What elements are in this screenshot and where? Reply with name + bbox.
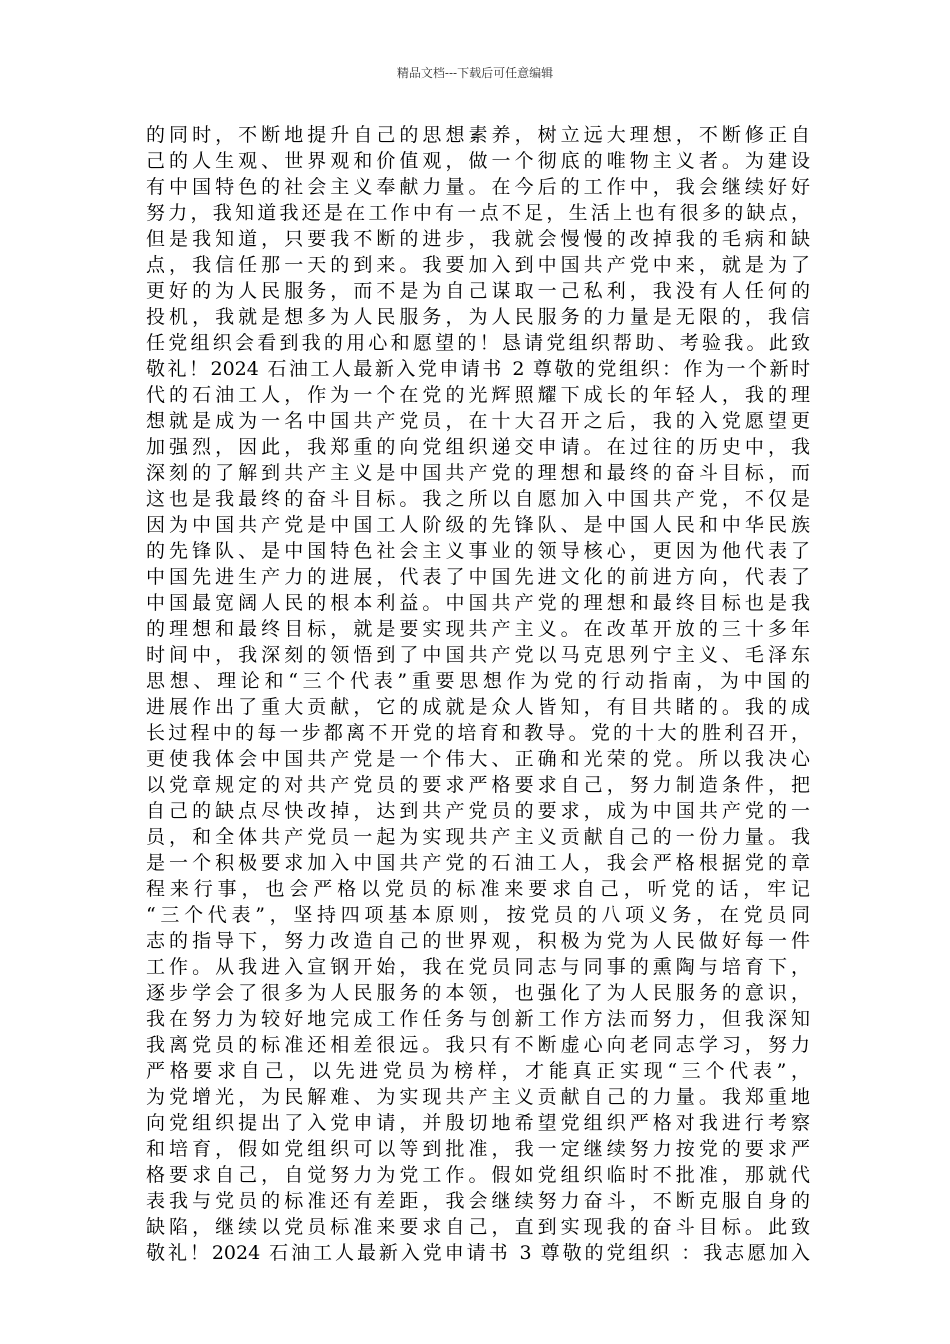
- page-header: 精品文档---下载后可任意编辑: [396, 66, 554, 80]
- text-line: 己的人生观、世界观和价值观，做一个彻底的唯物主义者。为建设: [146, 150, 810, 172]
- text-line: 工作。从我进入宣钢开始，我在党员同志与同事的熏陶与培育下，: [146, 956, 810, 978]
- text-line: 进展作出了重大贡献，它的成就是众人皆知，有目共睹的。我的成: [146, 696, 810, 718]
- text-line: 的先锋队、是中国特色社会主义事业的领导核心，更因为他代表了: [146, 540, 810, 562]
- text-line: 为党增光，为民解难、为实现共产主义贡献自己的力量。我郑重地: [146, 1086, 810, 1108]
- text-line: 的同时，不断地提升自己的思想素养，树立远大理想，不断修正自: [146, 124, 810, 146]
- text-line: 中国先进生产力的进展，代表了中国先进文化的前进方向，代表了: [146, 566, 810, 588]
- text-line: 中国最宽阔人民的根本利益。中国共产党的理想和最终目标也是我: [146, 592, 810, 614]
- text-line: 更使我体会中国共产党是一个伟大、正确和光荣的党。所以我决心: [146, 748, 810, 770]
- text-line: 加强烈，因此，我郑重的向党组织递交申请。在过往的历史中，我: [146, 436, 810, 458]
- text-line: 以党章规定的对共产党员的要求严格要求自己，努力制造条件，把: [146, 774, 810, 796]
- text-line: 自己的缺点尽快改掉，达到共产党员的要求，成为中国共产党的一: [146, 800, 810, 822]
- text-line: 严格要求自己，以先进党员为榜样，才能真正实现“三个代表”，: [146, 1060, 810, 1082]
- text-line: 思想、理论和“三个代表”重要思想作为党的行动指南，为中国的: [146, 670, 810, 692]
- text-line: 更好的为人民服务，而不是为自己谋取一己私利，我没有人任何的: [146, 280, 810, 302]
- text-line: 向党组织提出了入党申请，并殷切地希望党组织严格对我进行考察: [146, 1112, 810, 1134]
- text-line: “三个代表”，坚持四项基本原则，按党员的八项义务，在党员同: [146, 904, 810, 926]
- text-line: 程来行事，也会严格以党员的标准来要求自己，听党的话，牢记: [146, 878, 810, 900]
- text-line: 深刻的了解到共产主义是中国共产党的理想和最终的奋斗目标，而: [146, 462, 810, 484]
- text-line: 敬礼！2024 石油工人最新入党申请书 3 尊敬的党组织 ：我志愿加入: [146, 1242, 810, 1264]
- text-line: 格要求自己，自觉努力为党工作。假如党组织临时不批准，那就代: [146, 1164, 810, 1186]
- text-line: 代的石油工人，作为一个在党的光辉照耀下成长的年轻人，我的理: [146, 384, 810, 406]
- text-line: 是一个积极要求加入中国共产党的石油工人，我会严格根据党的章: [146, 852, 810, 874]
- text-line: 我离党员的标准还相差很远。我只有不断虚心向老同志学习，努力: [146, 1034, 810, 1056]
- text-line: 员，和全体共产党员一起为实现共产主义贡献自己的一份力量。我: [146, 826, 810, 848]
- text-line: 和培育，假如党组织可以等到批准，我一定继续努力按党的要求严: [146, 1138, 810, 1160]
- text-line: 投机，我就是想多为人民服务，为人民服务的力量是无限的，我信: [146, 306, 810, 328]
- text-line: 因为中国共产党是中国工人阶级的先锋队、是中国人民和中华民族: [146, 514, 810, 536]
- text-line: 这也是我最终的奋斗目标。我之所以自愿加入中国共产党，不仅是: [146, 488, 810, 510]
- text-line: 努力，我知道我还是在工作中有一点不足，生活上也有很多的缺点，: [146, 202, 810, 224]
- text-line: 我在努力为较好地完成工作任务与创新工作方法而努力，但我深知: [146, 1008, 810, 1030]
- text-line: 逐步学会了很多为人民服务的本领，也强化了为人民服务的意识，: [146, 982, 810, 1004]
- text-line: 的理想和最终目标，就是要实现共产主义。在改革开放的三十多年: [146, 618, 810, 640]
- document-body: [146, 122, 810, 1266]
- text-line: 长过程中的每一步都离不开党的培育和教导。党的十大的胜利召开，: [146, 722, 810, 744]
- text-line: 有中国特色的社会主义奉献力量。在今后的工作中，我会继续好好: [146, 176, 810, 198]
- text-line: 敬礼！2024 石油工人最新入党申请书 2 尊敬的党组织：作为一个新时: [146, 358, 810, 380]
- text-line: 任党组织会看到我的用心和愿望的！恳请党组织帮助、考验我。此致: [146, 332, 810, 354]
- text-line: 时间中，我深刻的领悟到了中国共产党以马克思列宁主义、毛泽东: [146, 644, 810, 666]
- text-line: 志的指导下，努力改造自己的世界观，积极为党为人民做好每一件: [146, 930, 810, 952]
- text-line: 想就是成为一名中国共产党员，在十大召开之后，我的入党愿望更: [146, 410, 810, 432]
- text-line: 缺陷，继续以党员标准来要求自己，直到实现我的奋斗目标。此致: [146, 1216, 810, 1238]
- text-line: 但是我知道，只要我不断的进步，我就会慢慢的改掉我的毛病和缺: [146, 228, 810, 250]
- text-line: 表我与党员的标准还有差距，我会继续努力奋斗，不断克服自身的: [146, 1190, 810, 1212]
- text-line: 点，我信任那一天的到来。我要加入到中国共产党中来，就是为了: [146, 254, 810, 276]
